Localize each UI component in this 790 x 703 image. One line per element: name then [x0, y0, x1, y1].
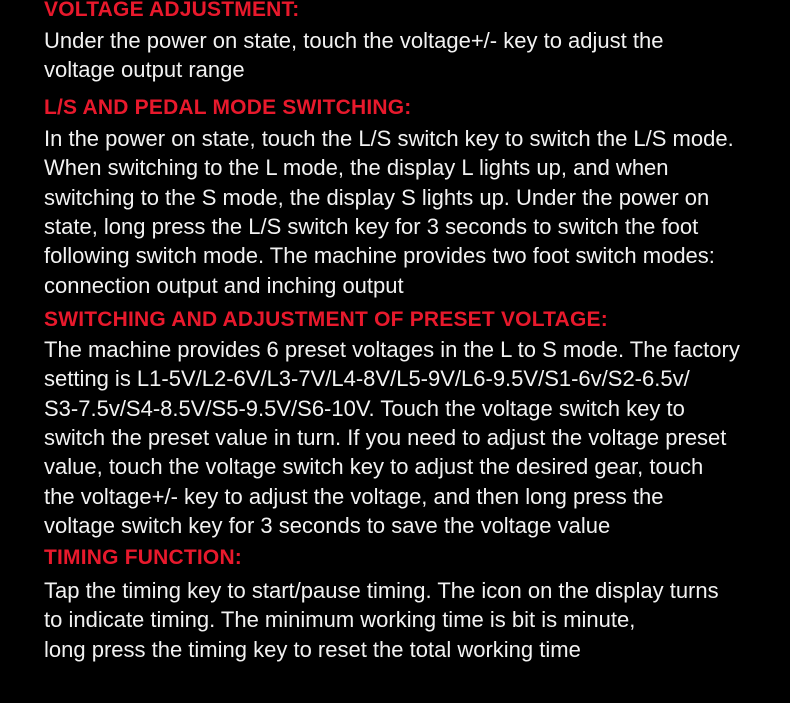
body-line: value, touch the voltage switch key to adjust the desired gear, touch	[44, 454, 704, 479]
body-line: In the power on state, touch the L/S switch key to switch the L/S mode.	[44, 126, 734, 151]
body-line: The machine provides 6 preset voltages in the L to S mode. The factory	[44, 337, 740, 362]
body-line: following switch mode. The machine provides two foot switch modes:	[44, 243, 715, 268]
section-heading-ls-pedal-mode: L/S AND PEDAL MODE SWITCHING:	[44, 96, 412, 119]
body-line: voltage output range	[44, 57, 245, 82]
section-heading-voltage-adjustment: VOLTAGE ADJUSTMENT:	[44, 0, 300, 21]
body-line: long press the timing key to reset the total working time	[44, 637, 581, 662]
body-line: setting is L1-5V/L2-6V/L3-7V/L4-8V/L5-9V/L6-9.5V/S1-6v/S2-6.5v/	[44, 366, 690, 391]
section-heading-timing-function: TIMING FUNCTION:	[44, 546, 243, 569]
body-line: state, long press the L/S switch key for 3 seconds to switch the foot	[44, 214, 699, 239]
section-heading-preset-voltage: SWITCHING AND ADJUSTMENT OF PRESET VOLTAGE:	[44, 308, 608, 331]
body-line: S3-7.5v/S4-8.5V/S5-9.5V/S6-10V. Touch the voltage switch key to	[44, 396, 685, 421]
body-line: Tap the timing key to start/pause timing. The icon on the display turns	[44, 578, 719, 603]
body-line: When switching to the L mode, the display L lights up, and when	[44, 155, 669, 180]
body-line: to indicate timing. The minimum working time is bit is minute,	[44, 607, 636, 632]
body-line: voltage switch key for 3 seconds to save the voltage value	[44, 513, 611, 538]
body-line: Under the power on state, touch the voltage+/- key to adjust the	[44, 28, 664, 53]
body-line: switching to the S mode, the display S lights up. Under the power on	[44, 185, 710, 210]
body-line: connection output and inching output	[44, 273, 404, 298]
body-line: switch the preset value in turn. If you need to adjust the voltage preset	[44, 425, 727, 450]
body-line: the voltage+/- key to adjust the voltage, and then long press the	[44, 484, 664, 509]
